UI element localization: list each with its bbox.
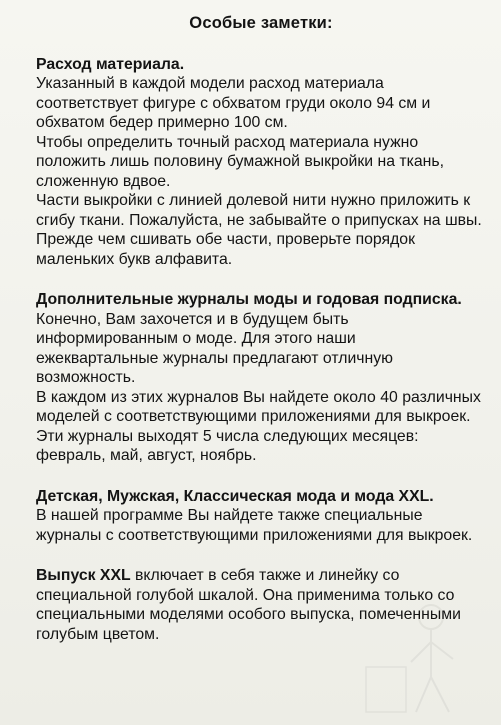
section-additional-magazines xyxy=(36,290,482,466)
paragraph: В каждом из этих журналов Вы найдете около 40 различных моделей с соответствующими приложениями для выкроек. Эти журналы выходят 5 числа следующих месяцев: февраль, май, август, ноябрь. xyxy=(36,388,481,464)
paragraph: Чтобы определить точный расход материала нужно положить лишь половину бумажной выкройки на ткань, сложенную вдвое. xyxy=(36,133,445,190)
paragraph: Части выкройки с линией долевой нити нужно приложить к сгибу ткани. Пожалуйста, не забывайте о припусках на швы. Прежде чем сшивать обе части, проверьте порядок маленьких букв алфавита. xyxy=(36,192,482,268)
section-special-editions xyxy=(36,487,482,546)
section-heading: Расход материала. xyxy=(36,55,185,73)
document-body xyxy=(36,14,482,665)
section-material-consumption xyxy=(36,55,482,270)
section-xxl-issue xyxy=(36,566,482,644)
section-heading: Детская, Мужская, Классическая мода и мода XXL. xyxy=(36,487,434,505)
bold-lead: Выпуск XXL xyxy=(36,567,131,584)
paragraph: Конечно, Вам захочется и в будущем быть информированным о моде. Для этого наши ежеквартальные журналы предлагают отличную возможность. xyxy=(36,310,393,386)
section-heading: Дополнительные журналы моды и годовая подписка. xyxy=(36,291,462,308)
paragraph: Указанный в каждой модели расход материала соответствует фигуре с обхватом груди около 94 см и обхватом бедер примерно 100 см. xyxy=(36,75,431,131)
page-title: Особые заметки: xyxy=(189,14,333,32)
paragraph xyxy=(36,566,482,644)
paragraph: В нашей программе Вы найдете также специальные журналы с соответствующими приложениями для выкроек. xyxy=(36,507,473,544)
paragraph-text: включает в себя также и линейку со специальной голубой шкалой. Она применима только со специальными моделями особого выпуска, помеченными голубым цветом. xyxy=(36,567,461,643)
